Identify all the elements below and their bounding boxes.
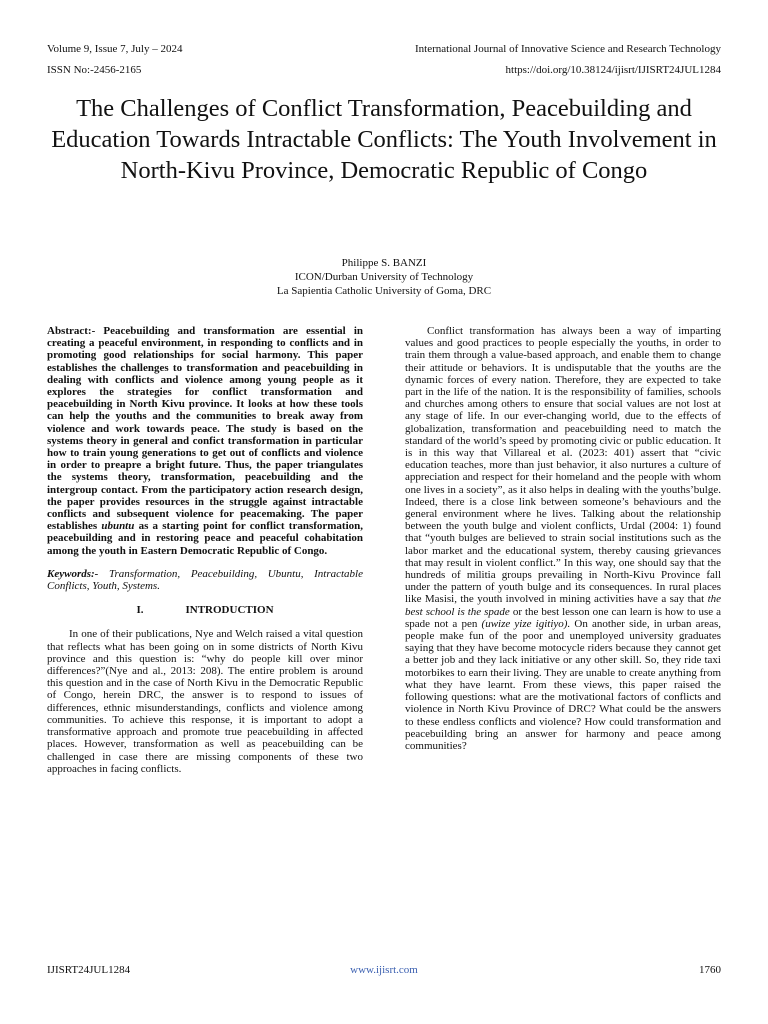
paragraph-text-c: On another side, in urban areas, people make fun of the poor and unemployed university graduates saying that they have become motocycle riders because they cannot get a better job and they lack initiative or any other skill. So, they ride taxi motorbikes to earn their living. They are unable to create anything from what they have learnt. From these views, this paper raised the following questions: what are the motivational factors of conflicts and violence in North Kivu Province of DRC? What could be the answers to these endless conflicts and violence? How could transformation and peacebuilding bring an answer for harmony and peace among communities? xyxy=(405,617,722,752)
abstract-text-b: as a starting point for conflict transformation, peacebuilding and in restoring peace and peaceful cohabitation among the youth in Eastern Democratic Republic of Congo. xyxy=(47,520,364,557)
author-name: Philippe S. BANZI xyxy=(341,257,427,269)
section-title: INTRODUCTION xyxy=(185,604,274,617)
right-column xyxy=(405,325,721,752)
keywords-text: Transformation, Peacebuilding, Ubuntu, Intractable Conflicts, Youth, Systems. xyxy=(47,567,363,593)
abstract-label: Abstract:- xyxy=(47,325,96,337)
paragraph-text-a: Conflict transformation has always been a way of imparting values and good practices to people especially the youths, in order to train them through a value-based approach, and enable them to change their attitude or behaviors. It is undisputable that the youths are the dynamic forces of every nation. Therefore, they are expected to take part in the life of the nation. It is the responsibility of families, schools and churches among others to ensure that social values are not lost at any stage of life. In our ever-changing world, due to the effects of globalization, transformation and peacebuilding need to match the standard of the world’s speed by promoting civic or public education. It is in this way that Villareal et al. (2023: 401) assert that “civic education teaches, more than just behavior, it also nurtures a culture of appreciation and respect for their homeland and the people with whom one lives in a society”, as it also helps in dealing with the youths’bulge. Indeed, there is a close link between someone’s behaviours and the general environment where he lives. Talking about the relationship between the youth bulge and violent conflicts, Urdal (2004: 1) found that “youth bulges are believed to strain social institutions such as the labor market and the educational system, thereby causing grievances that may result in violent conflict.” In this way, one should say that the hundreds of militia groups prevailing in North-Kivu Province fall under the pattern of youth bulge and its consequences. In rural places like Masisi, the youth involved in mining activities have a say that xyxy=(405,325,721,606)
section-number: I. xyxy=(136,604,144,617)
abstract xyxy=(47,325,363,557)
left-column xyxy=(47,325,363,775)
paragraph-text-b: or the best lesson one can learn is how to use a spade not a pen xyxy=(405,605,722,630)
paper-title: The Challenges of Conflict Transformation, Peacebuilding and Education Towards Intractable Conflicts: The Youth Involvement in North-Kivu Province, Democratic Republic of Congo xyxy=(51,95,717,184)
keywords xyxy=(47,568,363,592)
issn: ISSN No:-2456-2165 xyxy=(47,64,142,76)
abstract-text-a: Peacebuilding and transformation are essential in creating a peaceful environment, in responding to conflicts and in promoting good relationships for social harmony. This paper establishes the challenges to transformation and peacebuilding in dealing with conflicts and violence among young people as it explores the strategies for conflict transformation and peacebuilding in North Kivu province. It looks at how these tools can help the youths and the communities to break away from violence and work towards peace. The study is based on the systems theory in general and confict transformation in particular how to train young generations to get out of conflicts and violence in order to preapre a bright future. Thus, the paper triangulates the systems theory, transformation, peacebuilding and the intergroup contact. From the participatory action research design, the paper provides resources in the struggle against intractable conflicts and subsequent violence for peacemaking. The paper establishes xyxy=(47,325,363,533)
author-block xyxy=(0,256,768,298)
section-heading xyxy=(47,604,363,616)
paragraph-quote: the best school is the spade xyxy=(405,593,722,618)
intro-paragraph-2 xyxy=(405,325,721,752)
doi-link[interactable]: https://doi.org/10.38124/ijisrt/IJISRT24JUL1284 xyxy=(505,64,721,76)
page-number: 1760 xyxy=(699,964,721,976)
author-affiliation-2: La Sapientia Catholic University of Goma, DRC xyxy=(276,285,492,297)
author-affiliation-1: ICON/Durban University of Technology xyxy=(294,271,474,283)
footer-paper-id: IJISRT24JUL1284 xyxy=(47,964,131,976)
journal-name: International Journal of Innovative Science and Research Technology xyxy=(414,43,721,55)
volume-issue: Volume 9, Issue 7, July – 2024 xyxy=(47,43,183,55)
intro-paragraph-1: In one of their publications, Nye and Welch raised a vital question that reflects what has been going on in some districts of North Kivu province and this question is: “why do people kill over minor differences?”(Nye and al., 2013: 208). The entire problem is around this question and in the case of North Kivu in the Democratic Republic of Congo, herein DRC, the answer is to respond to issues of differences, ethnic misunderstandings, conflicts and violence among communities. To achieve this response, it is important to adopt a transformative approach and promote true peacebuilding in affected places. However, transformation as well as peacebuilding can be challenged in case there are missing components of these two approaches in facing conflicts. xyxy=(47,628,363,775)
paragraph-local-phrase: (uwize yize igitiyo). xyxy=(481,617,571,630)
abstract-term: ubuntu xyxy=(101,520,135,533)
keywords-label: Keywords:- xyxy=(47,567,99,580)
footer-website-link[interactable]: www.ijisrt.com xyxy=(350,964,418,976)
